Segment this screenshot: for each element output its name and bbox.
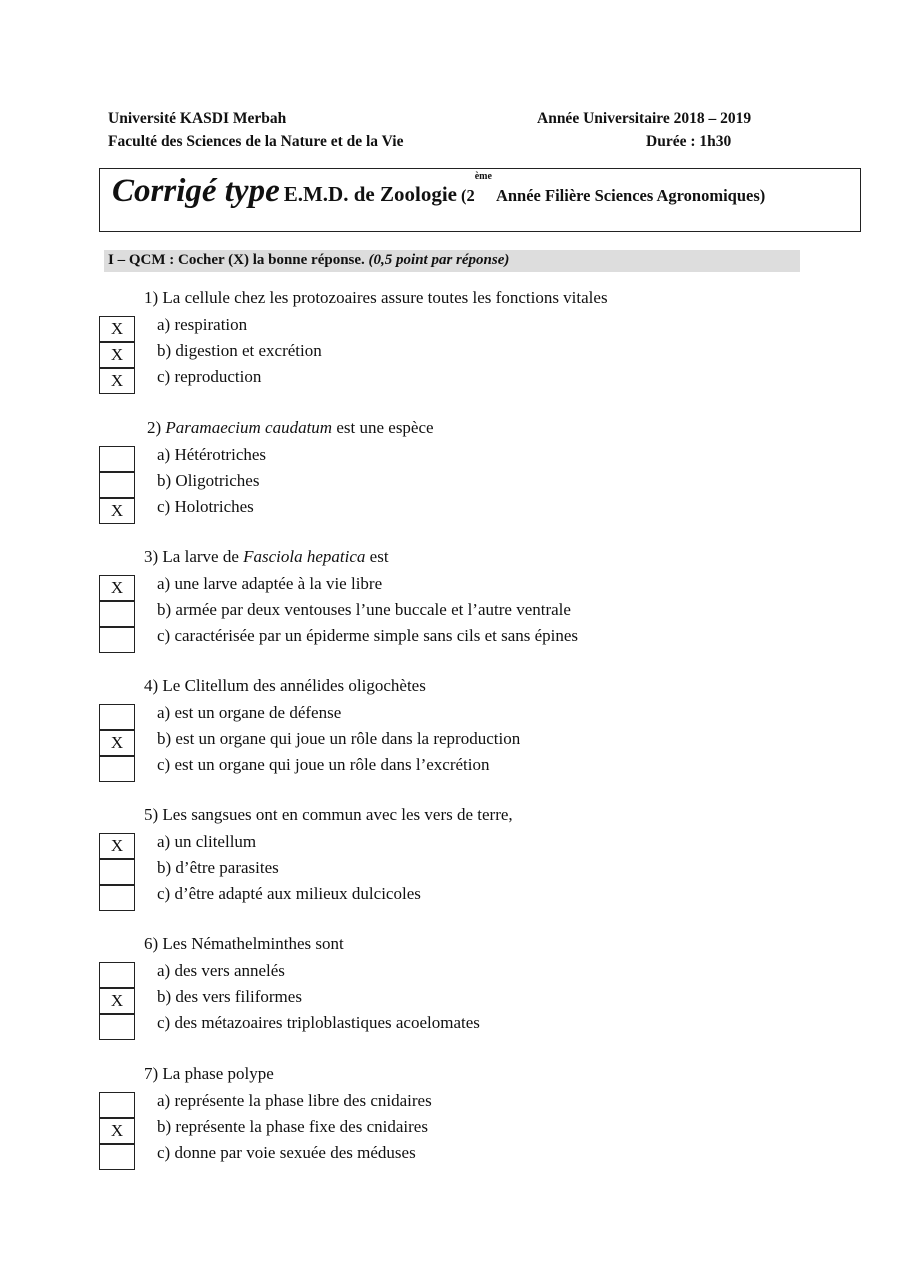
answer-option: c) des métazoaires triploblastiques acoelomates xyxy=(157,1013,480,1032)
answer-checkbox[interactable] xyxy=(99,627,135,653)
faculty-name: Faculté des Sciences de la Nature et de la Vie xyxy=(108,133,404,150)
answer-checkbox[interactable] xyxy=(99,756,135,782)
answer-checkbox[interactable]: X xyxy=(99,316,135,342)
title-box xyxy=(99,168,861,232)
answer-checkbox[interactable]: X xyxy=(99,342,135,368)
answer-option: a) est un organe de défense xyxy=(157,703,342,722)
answer-checkbox[interactable]: X xyxy=(99,988,135,1014)
question-3-stem xyxy=(144,547,389,567)
answer-option: c) d’être adapté aux milieux dulcicoles xyxy=(157,884,421,903)
answer-option: b) représente la phase fixe des cnidaires xyxy=(157,1117,428,1136)
question-1-stem xyxy=(144,288,608,308)
answer-option: c) caractérisée par un épiderme simple sans cils et sans épines xyxy=(157,626,579,645)
answer-option: a) représente la phase libre des cnidaires xyxy=(157,1091,432,1110)
question-2-stem xyxy=(147,418,434,438)
answer-checkbox[interactable]: X xyxy=(99,368,135,394)
answer-checkbox[interactable]: X xyxy=(99,498,135,524)
section-note: (0,5 point par réponse) xyxy=(368,252,510,268)
question-stem-text: 4) Le Clitellum des annélides oligochètes xyxy=(144,676,426,695)
answer-checkbox[interactable]: X xyxy=(99,833,135,859)
answer-checkbox[interactable] xyxy=(99,885,135,911)
question-stem-species: Fasciola hepatica xyxy=(243,547,366,566)
answer-checkbox[interactable] xyxy=(99,601,135,627)
answer-checkbox[interactable] xyxy=(99,446,135,472)
question-stem-text: 1) La cellule chez les protozoaires assure toutes les fonctions vitales xyxy=(144,288,608,307)
answer-checkbox[interactable]: X xyxy=(99,730,135,756)
answer-checkbox[interactable] xyxy=(99,704,135,730)
answer-option: a) Hétérotriches xyxy=(157,445,267,464)
answer-option: c) donne par voie sexuée des méduses xyxy=(157,1143,416,1162)
answer-checkbox[interactable] xyxy=(99,1144,135,1170)
answer-option: b) digestion et excrétion xyxy=(157,341,322,360)
question-stem-species: Paramaecium caudatum xyxy=(165,418,333,437)
title-line xyxy=(112,173,765,210)
answer-option: a) une larve adaptée à la vie libre xyxy=(157,574,383,593)
question-5-stem xyxy=(144,805,513,825)
section-header-bar xyxy=(104,250,800,272)
answer-option: c) Holotriches xyxy=(157,497,254,516)
answer-option: b) d’être parasites xyxy=(157,858,279,877)
academic-year: Année Universitaire 2018 – 2019 xyxy=(537,110,752,127)
answer-option: b) est un organe qui joue un rôle dans la reproduction xyxy=(157,729,521,748)
question-stem-text: 3) La larve de xyxy=(144,547,244,566)
question-4-stem xyxy=(144,676,426,696)
university-name: Université KASDI Merbah xyxy=(108,110,287,127)
answer-checkbox[interactable] xyxy=(99,859,135,885)
question-stem-text: 7) La phase polype xyxy=(144,1064,274,1083)
answer-checkbox[interactable] xyxy=(99,1092,135,1118)
answer-checkbox[interactable] xyxy=(99,962,135,988)
question-stem-text: 5) Les sangsues ont en commun avec les vers de terre, xyxy=(144,805,513,824)
answer-option: c) est un organe qui joue un rôle dans l’excrétion xyxy=(157,755,490,774)
answer-option: c) reproduction xyxy=(157,367,262,386)
answer-option: b) armée par deux ventouses l’une buccale et l’autre ventrale xyxy=(157,600,571,619)
answer-checkbox[interactable] xyxy=(99,1014,135,1040)
answer-checkbox[interactable] xyxy=(99,472,135,498)
answer-option: a) un clitellum xyxy=(157,832,257,851)
question-stem-text: 6) Les Némathelminthes sont xyxy=(144,934,344,953)
answer-option: a) respiration xyxy=(157,315,248,334)
question-stem-suffix: est une espèce xyxy=(332,418,434,437)
exam-duration: Durée : 1h30 xyxy=(646,133,732,150)
title-filiere: Année Filière Sciences Agronomiques) xyxy=(495,186,766,205)
section-header xyxy=(108,252,509,269)
answer-option: b) Oligotriches xyxy=(157,471,260,490)
title-main: Corrigé type xyxy=(112,173,280,209)
question-7-stem xyxy=(144,1064,274,1084)
question-stem-suffix: est xyxy=(365,547,389,566)
title-superscript: ème xyxy=(474,171,492,182)
title-paren: (2 xyxy=(460,186,475,205)
question-6-stem xyxy=(144,934,344,954)
answer-checkbox[interactable]: X xyxy=(99,575,135,601)
title-exam: E.M.D. de Zoologie xyxy=(283,182,457,206)
answer-option: a) des vers annelés xyxy=(157,961,285,980)
question-stem-text: 2) xyxy=(147,418,166,437)
section-label: I – QCM : Cocher (X) la bonne réponse. xyxy=(108,252,365,268)
answer-option: b) des vers filiformes xyxy=(157,987,302,1006)
answer-checkbox[interactable]: X xyxy=(99,1118,135,1144)
